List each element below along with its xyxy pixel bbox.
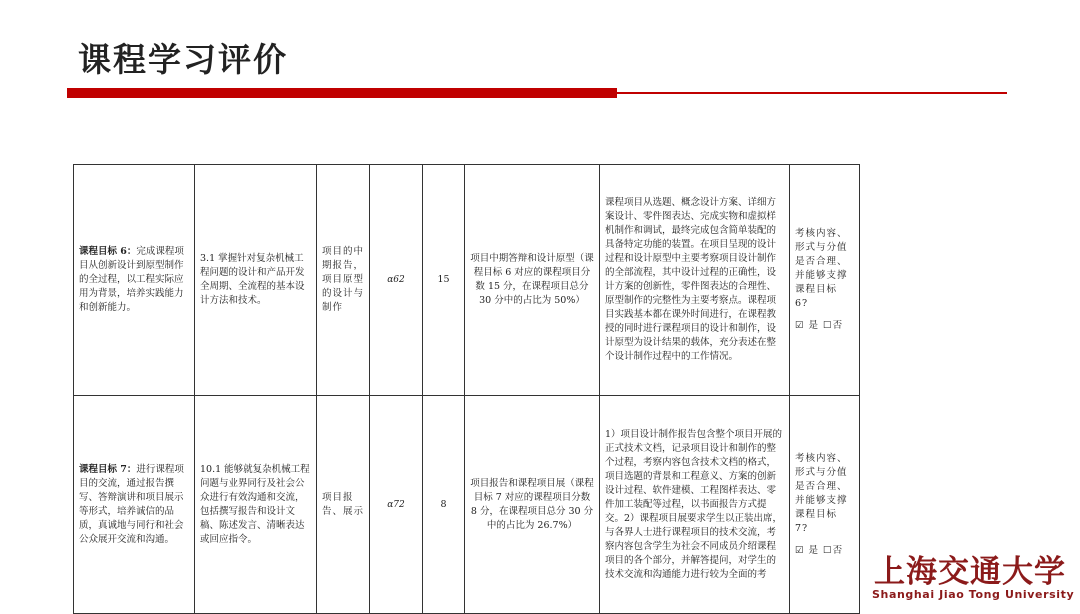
review-cell <box>790 396 860 614</box>
score-cell: 15 <box>423 165 465 396</box>
weight-symbol: α62 <box>387 275 405 285</box>
score-cell: 8 <box>423 396 465 614</box>
table-row <box>74 165 860 396</box>
evaluation-table <box>73 164 860 614</box>
course-goal-text: 进行课程项目的交流，通过报告撰写、答辩演讲和项目展示等形式，培养诚信的品质，真诚地与同行和社会公众展开交流和沟通。 <box>79 463 184 545</box>
title-divider-thick <box>67 88 617 98</box>
review-question: 考核内容、形式与分值是否合理、并能够支撑课程目标 7? <box>795 452 848 534</box>
course-goal-cell <box>74 396 195 614</box>
review-cell <box>790 165 860 396</box>
weight-symbol-cell <box>370 396 423 614</box>
logo-english-name: Shanghai Jiao Tong University <box>872 588 1075 601</box>
weight-symbol: α72 <box>387 499 405 510</box>
table-row <box>74 396 860 614</box>
score-description-cell: 项目报告和课程项目展（课程目标 7 对应的课程项目分数 8 分，在课程项目总分 30 分中的占比为 26.7%） <box>465 396 600 614</box>
assessment-content-cell: 课程项目从选题、概念设计方案、详细方案设计、零件图表达、完成实物和虚拟样机制作和调试，最终完成包含简单装配的具备特定功能的装置。在项目呈现的设计过程和设计原型中主要考察项目设计制作的全部流程，其中设计过程的正确性，设计方案的创新性，零件图表达的合理性、原型制作的完整性为主要考察点。课程项目实践基本都在课外时间进行，在课程教授的同时进行课程项目的设计和制作，设计原型为设计结果的载体，充分表述在整个设计制作过程中的工作情况。 <box>600 165 790 396</box>
review-checkbox[interactable]: ☑ 是 ☐否 <box>795 320 844 331</box>
course-goal-label: 课程目标 6： <box>79 246 137 257</box>
weight-symbol-cell <box>370 165 423 396</box>
university-logo <box>868 542 1075 604</box>
score-description-cell: 项目中期答辩和设计原型（课程目标 6 对应的课程项目分数 15 分，在课程项目总分 30 分中的占比为 50%） <box>465 165 600 396</box>
title-divider-thin <box>617 92 1007 94</box>
logo-chinese-name: 上海交通大学 <box>874 554 1066 590</box>
graduation-indicator-cell: 3.1 掌握针对复杂机械工程问题的设计和产品开发全周期、全流程的基本设计方法和技术。 <box>195 165 317 396</box>
review-question: 考核内容、形式与分值是否合理、并能够支撑课程目标 6? <box>795 228 848 309</box>
assessment-method-cell: 项目报告、展示 <box>317 396 370 614</box>
slide-title: 课程学习评价 <box>78 40 288 79</box>
course-goal-cell <box>74 165 195 396</box>
assessment-method-cell: 项目的中期报告，项目原型的设计与制作 <box>317 165 370 396</box>
course-goal-text: 完成课程项目从创新设计到原型制作的全过程，以工程实际应用为背景，培养实践能力和创新能力。 <box>79 246 184 313</box>
review-checkbox[interactable]: ☑ 是 ☐否 <box>795 544 844 556</box>
graduation-indicator-cell: 10.1 能够就复杂机械工程问题与业界同行及社会公众进行有效沟通和交流，包括撰写报告和设计文稿、陈述发言、清晰表达或回应指令。 <box>195 396 317 614</box>
assessment-content-cell: 1）项目设计制作报告包含整个项目开展的正式技术文档，记录项目设计和制作的整个过程，考察内容包含技术文档的格式，项目选题的背景和工程意义、方案的创新设计过程、软件建模、工程图样表达、零件加工装配等过程，以书面报告方式提交。2）课程项目展要求学生以正装出席，与各界人士进行课程项目的技术交流，考察内容包含学生为社会不同成员介绍课程项目的各个部分，并解答提问，对学生的技术交流和沟通能力进行较为全面的考 <box>600 396 790 614</box>
title-divider <box>67 88 1007 98</box>
course-goal-label: 课程目标 7： <box>79 463 137 475</box>
